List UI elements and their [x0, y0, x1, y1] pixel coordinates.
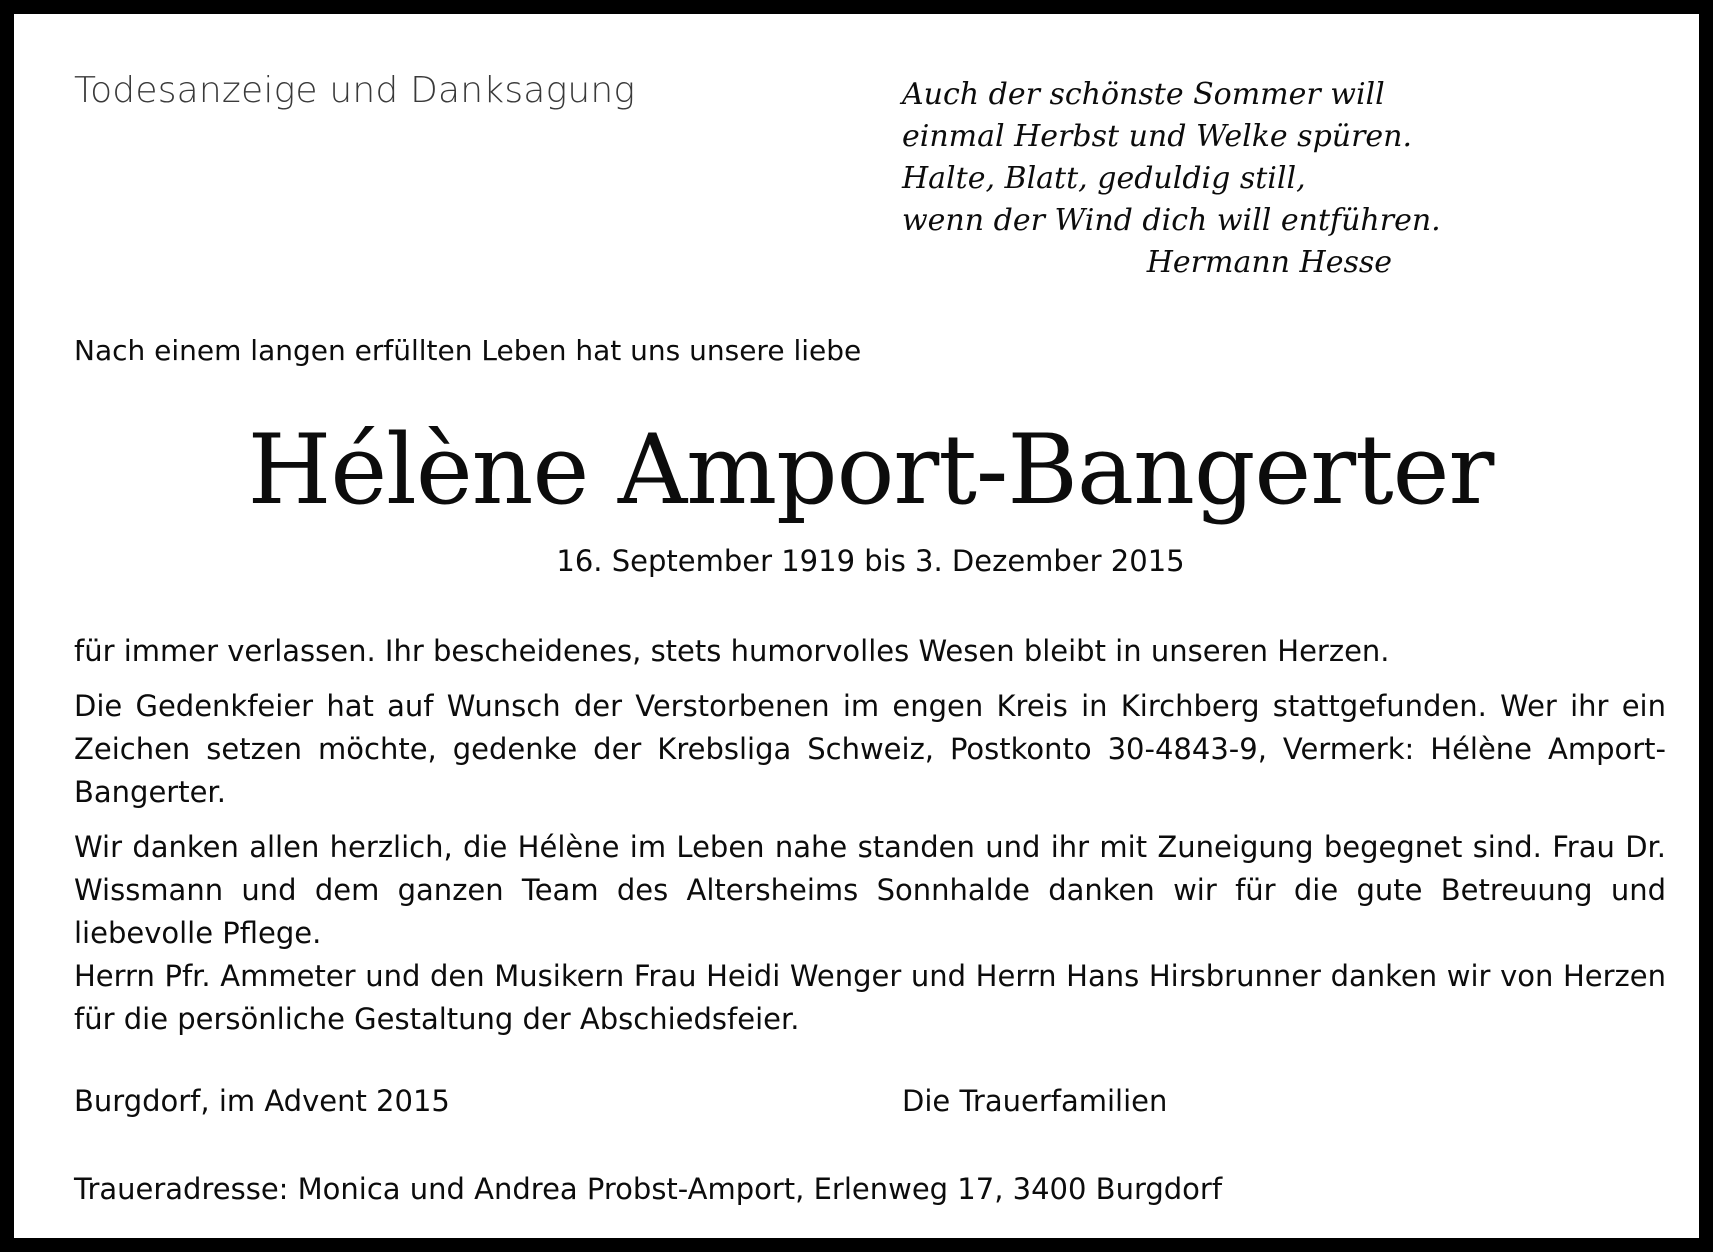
mourning-address: Traueradresse: Monica und Andrea Probst-Amport, Erlenweg 17, 3400 Burgdorf: [74, 1172, 1223, 1206]
paragraph-farewell: für immer verlassen. Ihr bescheidenes, stets humorvolles Wesen bleibt in unseren Herzen.: [74, 634, 1390, 668]
deceased-name: Hélène Amport-Bangerter: [247, 414, 1494, 526]
notice-body: [74, 630, 1666, 1053]
poem-quote: [902, 74, 1441, 284]
poem-line: Auch der schönste Sommer will: [902, 77, 1385, 112]
poem-line: wenn der Wind dich will entführen.: [902, 203, 1441, 238]
life-dates: 16. September 1919 bis 3. Dezember 2015: [556, 544, 1185, 578]
poem-line: einmal Herbst und Welke spüren.: [902, 119, 1413, 154]
mourning-family: Die Trauerfamilien: [902, 1084, 1168, 1118]
paragraph-thanks: Wir danken allen herzlich, die Hélène im Leben nahe standen und ihr mit Zuneigung begegnet sind. Frau Dr. Wissmann und dem ganzen Team des Altersheims Sonnhalde danken wir für die gute Betreuung und liebevolle Pflege.: [74, 830, 1666, 950]
intro-text: Nach einem langen erfüllten Leben hat uns unsere liebe: [74, 334, 862, 367]
place-date: Burgdorf, im Advent 2015: [74, 1084, 450, 1118]
poem-line: Halte, Blatt, geduldig still,: [902, 161, 1306, 196]
poem-author: Hermann Hesse: [1146, 245, 1392, 280]
notice-heading: Todesanzeige und Danksagung: [74, 70, 636, 111]
paragraph-memorial: Die Gedenkfeier hat auf Wunsch der Verstorbenen im engen Kreis in Kirchberg stattgefunden. Wer ihr ein Zeichen setzen möchte, gedenke der Krebsliga Schweiz, Postkonto 30-4843-9, Vermerk: Hélène Amport-Bangerter.: [74, 689, 1666, 809]
paragraph-thanks-ceremony: Herrn Pfr. Ammeter und den Musikern Frau Heidi Wenger und Herrn Hans Hirsbrunner danken wir von Herzen für die persönliche Gestaltung der Abschiedsfeier.: [74, 959, 1666, 1036]
